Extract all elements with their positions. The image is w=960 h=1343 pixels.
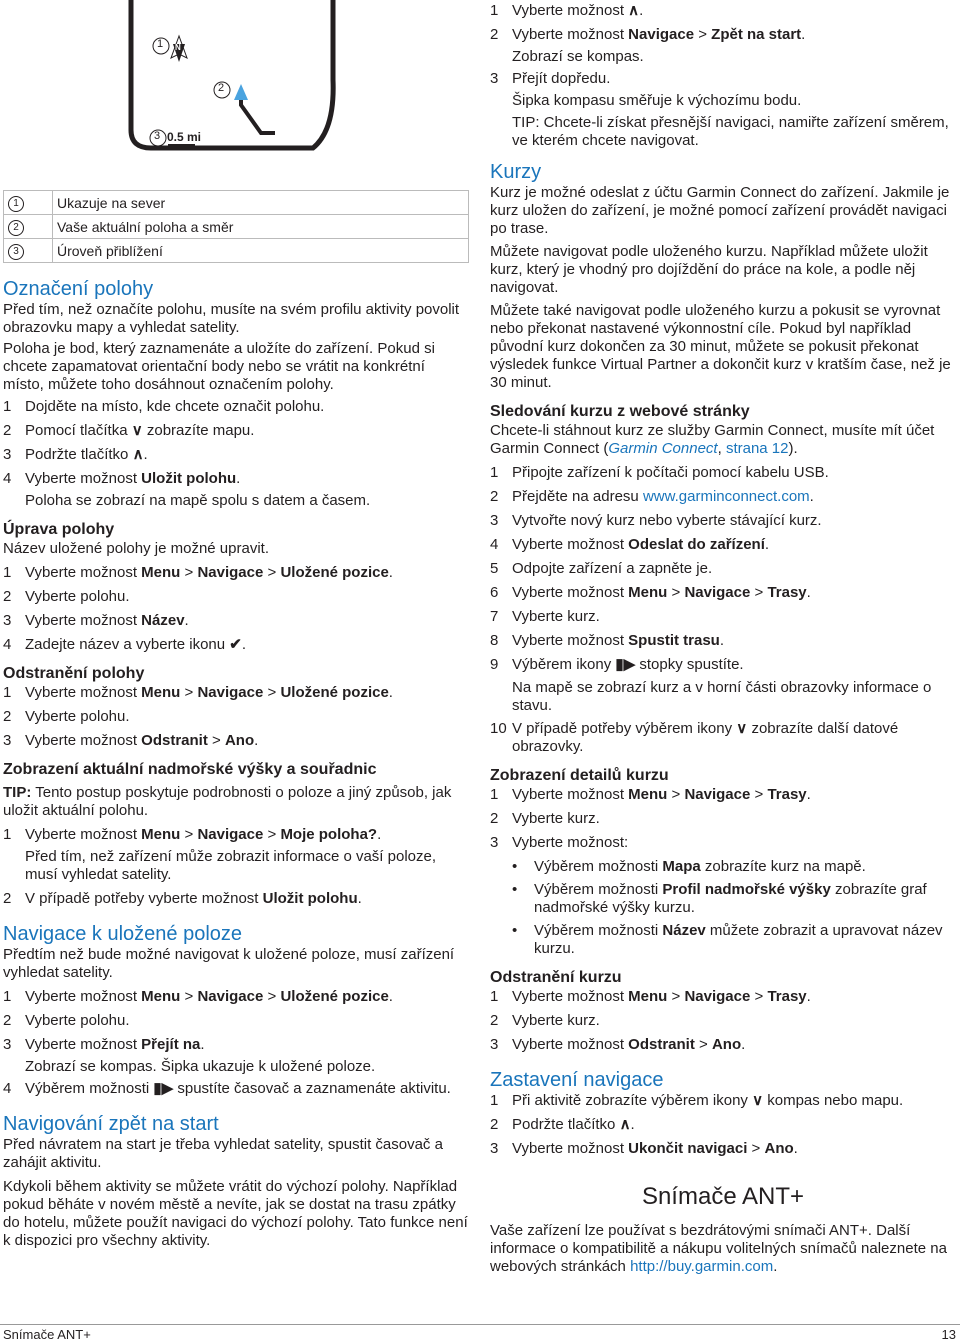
footer-section-name: Snímače ANT+	[3, 1327, 91, 1342]
step: 1 Vyberte možnost Menu > Navigace > Uložené pozice.	[3, 564, 393, 581]
down-button-icon: ∨	[131, 422, 143, 439]
step-note: Na mapě se zobrazí kurz a v horní části obrazovky informace o stavu.	[512, 679, 932, 714]
section-title-oznaceni: Označení polohy	[3, 278, 154, 300]
step: 2 Přejděte na adresu www.garminconnect.com.	[490, 488, 814, 505]
step: 1 Vyberte možnost Menu > Navigace > Uložené pozice.	[3, 988, 393, 1005]
step: 2 Vyberte polohu.	[3, 588, 130, 605]
legend-row	[4, 215, 469, 239]
step: 3 Vytvořte nový kurz nebo vyberte stávající kurz.	[490, 512, 822, 529]
step-note: Šipka kompasu směřuje k výchozímu bodu.	[512, 92, 802, 109]
section-title-zastaveni: Zastavení navigace	[490, 1069, 664, 1091]
step-note: Zobrazí se kompas. Šipka ukazuje k uložené poloze.	[25, 1058, 376, 1075]
step: 1 Dojděte na místo, kde chcete označit polohu.	[3, 398, 325, 415]
step: 3 Vyberte možnost Ukončit navigaci > Ano.	[490, 1140, 798, 1157]
right-column	[490, 0, 956, 1276]
step: 2 Vyberte kurz.	[490, 810, 600, 827]
start-stop-icon: ▮▶	[615, 656, 636, 673]
paragraph: Název uložené polohy je možné upravit.	[3, 540, 269, 557]
callout-2: 2	[218, 82, 225, 94]
step: 5 Odpojte zařízení a zapněte je.	[490, 560, 713, 577]
step: 1 Při aktivitě zobrazíte výběrem ikony ∨ kompas nebo mapu.	[490, 1092, 904, 1109]
paragraph: Můžete také navigovat podle uloženého kurzu a pokusit se vyrovnat nebo překonat nastavené výkonnostní cíle. Pokud byl například původní kurz dokončen za 30 minut, můžete se pokusit překonat výsledek funkce Virtual Partner a dokončit kurz v kratším čase, než je 30 minut.	[490, 302, 951, 391]
section-title-sledovani: Sledování kurzu z webové stránky	[490, 403, 750, 420]
step: 2 Podržte tlačítko ∧.	[490, 1116, 635, 1133]
down-button-icon: ∨	[736, 720, 748, 737]
up-button-icon: ∧	[132, 446, 144, 463]
watch-map-illustration	[3, 0, 469, 190]
callout-3: 3	[154, 130, 161, 142]
step: 1 Vyberte možnost Menu > Navigace > Trasy.	[490, 988, 811, 1005]
paragraph: Vaše zařízení lze používat s bezdrátovými snímači ANT+. Další informace o kompatibilitě a nákupu volitelných snímačů naleznete na webových stránkách http://buy.garmin.com.	[490, 1222, 947, 1275]
step-note: Před tím, než zařízení může zobrazit informace o vaší poloze, musí vyhledat satelity.	[25, 848, 437, 883]
step: 4 Výběrem možnosti ▮▶ spustíte časovač a zaznamenáte aktivitu.	[3, 1080, 451, 1097]
paragraph: Chcete-li stáhnout kurz ze služby Garmin Connect, musíte mít účet Garmin Connect (Garmin Connect, strana 12).	[490, 422, 935, 457]
legend-num: 1	[4, 191, 53, 215]
step: 3 Vyberte možnost Název.	[3, 612, 189, 629]
step: 1 Vyberte možnost ∧.	[490, 2, 644, 19]
section-title-detaily: Zobrazení detailů kurzu	[490, 767, 669, 784]
map-figure	[3, 0, 469, 190]
step: 2 Vyberte polohu.	[3, 708, 130, 725]
section-title-uprava: Úprava polohy	[3, 521, 115, 538]
page-ref-link[interactable]: strana 12	[725, 440, 789, 457]
step: 2 Vyberte možnost Navigace > Zpět na start.	[490, 26, 806, 43]
callout-1: 1	[157, 38, 164, 50]
section-title-navigace: Navigace k uložené poloze	[3, 923, 243, 945]
step: 2 V případě potřeby vyberte možnost Uložit polohu.	[3, 890, 362, 907]
step: 4 Vyberte možnost Uložit polohu.	[3, 470, 241, 487]
garminconnect-url-link[interactable]: www.garminconnect.com	[642, 488, 810, 505]
step-note: Zobrazí se kompas.	[512, 48, 644, 65]
step: 3 Podržte tlačítko ∧.	[3, 446, 148, 463]
step: 8 Vyberte možnost Spustit trasu.	[490, 632, 725, 649]
step: 1 Vyberte možnost Menu > Navigace > Moje poloha?.	[3, 826, 382, 843]
step: 4 Vyberte možnost Odeslat do zařízení.	[490, 536, 770, 553]
paragraph: Kurz je možné odeslat z účtu Garmin Connect do zařízení. Jakmile je kurz uložen do zařízení, je možné pomocí zařízení provádět navigaci po trase.	[490, 184, 950, 237]
bullet-item: • Výběrem možnosti Název můžete zobrazit a upravovat název kurzu.	[512, 922, 943, 957]
tip-paragraph: TIP: Chcete-li získat přesnější navigaci, namiřte zařízení směrem, ve kterém chcete navigovat.	[512, 114, 949, 149]
up-button-icon: ∧	[628, 2, 640, 19]
step: 6 Vyberte možnost Menu > Navigace > Trasy.	[490, 584, 811, 601]
step: 1 Vyberte možnost Menu > Navigace > Trasy.	[490, 786, 811, 803]
bullet-item: • Výběrem možnosti Profil nadmořské výšky zobrazíte graf nadmořské výšky kurzu.	[512, 881, 927, 916]
paragraph: Před návratem na start je třeba vyhledat satelity, spustit časovač a zahájit aktivitu.	[3, 1136, 443, 1171]
step: 4 Zadejte název a vyberte ikonu ✔.	[3, 636, 247, 653]
section-title-zpet: Navigování zpět na start	[3, 1113, 219, 1135]
legend-row	[4, 191, 469, 215]
start-stop-icon: ▮▶	[153, 1080, 174, 1097]
step: 1 Připojte zařízení k počítači pomocí kabelu USB.	[490, 464, 829, 481]
legend-row	[4, 239, 469, 263]
step: 3 Vyberte možnost Přejít na.	[3, 1036, 205, 1053]
step: 9 Výběrem ikony ▮▶ stopky spustíte.	[490, 656, 744, 673]
section-title-odstraneni: Odstranění polohy	[3, 665, 145, 682]
legend-text: Ukazuje na sever	[53, 191, 469, 215]
paragraph: Před tím, než označíte polohu, musíte na svém profilu aktivity povolit obrazovku mapy a vyhledat satelity.	[3, 301, 460, 336]
paragraph: Můžete navigovat podle uloženého kurzu. Například můžete uložit kurz, který je vhodný pro dojíždění do práce na kole, a podle něj navigovat.	[490, 243, 928, 296]
step-note: Poloha se zobrazí na mapě spolu s datem a časem.	[25, 492, 371, 509]
step: 3 Přejít dopředu.	[490, 70, 611, 87]
section-title-kurzy: Kurzy	[490, 161, 542, 183]
page-footer	[0, 1324, 960, 1343]
legend-num: 3	[4, 239, 53, 263]
left-column	[3, 0, 469, 1250]
legend-text: Úroveň přiblížení	[53, 239, 469, 263]
figure-legend-table	[3, 190, 469, 263]
north-icon: N	[175, 43, 181, 52]
paragraph: Poloha je bod, který zaznamenáte a uložíte do zařízení. Pokud si chcete zapamatovat orientační body nebo se vrátit na konkrétní místo, můžete toho dosáhnout označením polohy.	[3, 340, 435, 393]
paragraph: Kdykoli během aktivity se můžete vrátit do výchozí polohy. Například pokud běháte v novém městě a nevíte, jak se dostat na trasu zpátky do hotelu, můžete použít navigaci do výchozí polohy. Tato funkce není k dispozici pro všechny aktivity.	[3, 1178, 468, 1249]
buy-garmin-link[interactable]: http://buy.garmin.com	[630, 1258, 774, 1275]
section-title-zobrazeni: Zobrazení aktuální nadmořské výšky a souřadnic	[3, 761, 377, 778]
step: 10 V případě potřeby výběrem ikony ∨ zobrazíte další datové obrazovky.	[490, 720, 899, 755]
tip-paragraph: TIP: Tento postup poskytuje podrobnosti o poloze a jiný způsob, jak uložit aktuální polohu.	[3, 784, 452, 819]
step: 3 Vyberte možnost Odstranit > Ano.	[490, 1036, 746, 1053]
legend-num: 2	[4, 215, 53, 239]
checkmark-icon: ✔	[229, 636, 242, 653]
down-button-icon: ∨	[752, 1092, 764, 1109]
garmin-connect-link[interactable]: Garmin Connect	[608, 440, 718, 457]
step: 7 Vyberte kurz.	[490, 608, 600, 625]
step: 2 Vyberte polohu.	[3, 1012, 130, 1029]
bullet-item: • Výběrem možnosti Mapa zobrazíte kurz na mapě.	[512, 858, 866, 875]
paragraph: Předtím než bude možné navigovat k uložené poloze, musí zařízení vyhledat satelity.	[3, 946, 455, 981]
step: 3 Vyberte možnost Odstranit > Ano.	[3, 732, 259, 749]
footer-page-number: 13	[941, 1327, 956, 1342]
step: 1 Vyberte možnost Menu > Navigace > Uložené pozice.	[3, 684, 393, 701]
step: 3 Vyberte možnost:	[490, 834, 629, 851]
up-button-icon: ∧	[619, 1116, 631, 1133]
zoom-level-label: 0.5 mi	[167, 130, 202, 144]
section-title-odstraneni-kurzu: Odstranění kurzu	[490, 969, 622, 986]
step: 2 Vyberte kurz.	[490, 1012, 600, 1029]
step: 2 Pomocí tlačítka ∨ zobrazíte mapu.	[3, 422, 255, 439]
legend-text: Vaše aktuální poloha a směr	[53, 215, 469, 239]
chapter-title-ant: Snímače ANT+	[641, 1183, 805, 1210]
